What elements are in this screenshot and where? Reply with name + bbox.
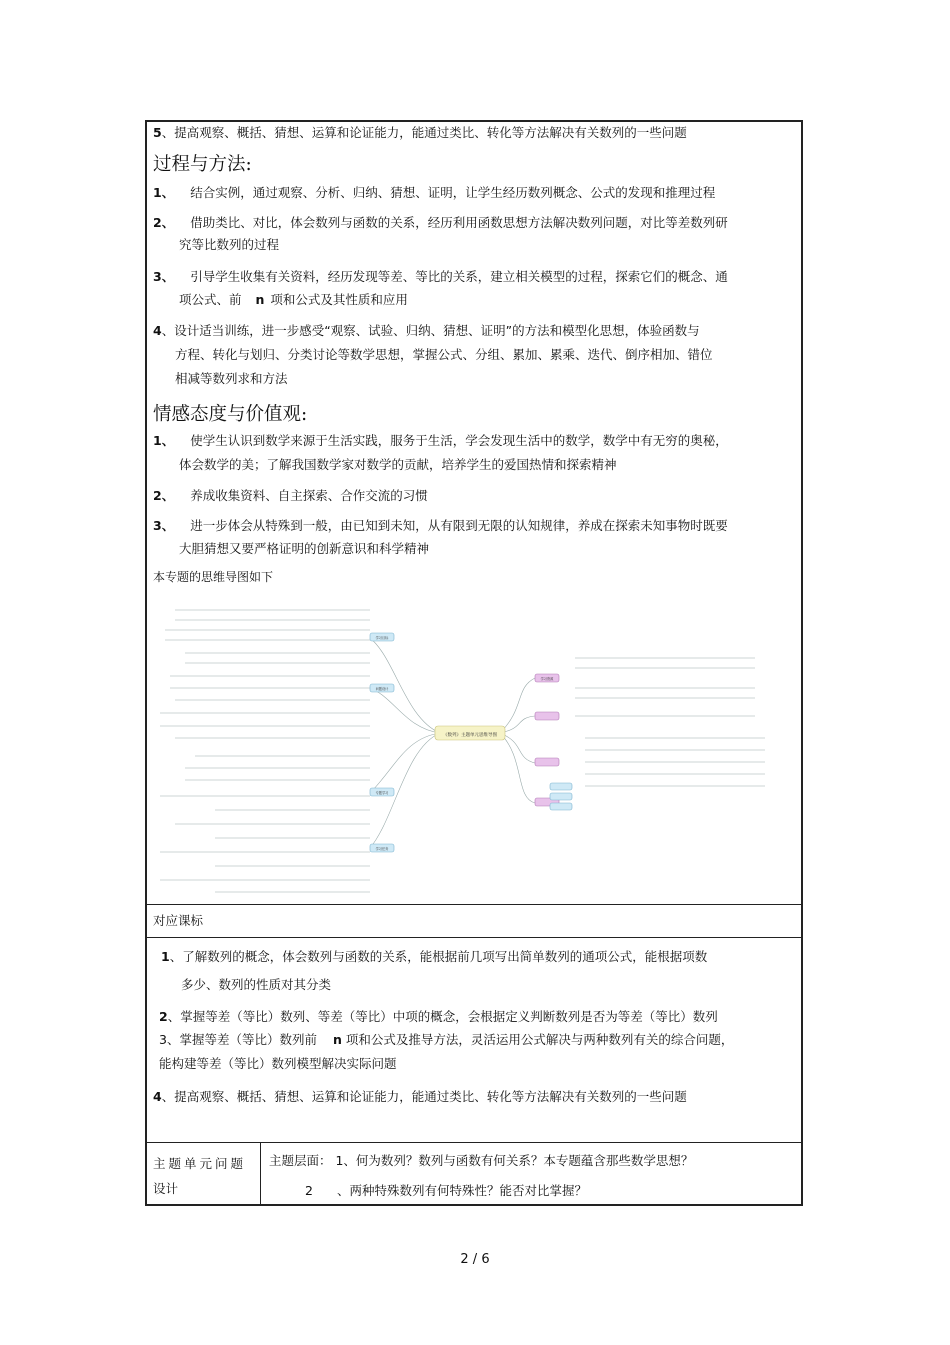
emotion-item-1: 1、 使学生认识到数学来源于生活实践，服务于生活，学会发现生活中的数学，数学中有无穷的奥秘， <box>153 433 728 448</box>
mindmap-branch: 学习任务 <box>375 847 389 851</box>
emotion-item-1-cont: 体会数学的美；了解我国数学家对数学的贡献，培养学生的爱国热情和探索精神 <box>179 457 617 472</box>
standards-item-1: 1、了解数列的概念，体会数列与函数的关系，能根据前几项写出简单数列的通项公式，能根据项数 <box>161 949 708 964</box>
process-item-2-cont: 究等比数列的过程 <box>179 237 280 252</box>
mindmap-center: 《数列》主题单元思维导图 <box>443 733 497 738</box>
process-item-4-cont1: 方程、转化与划归、分类讨论等数学思想，掌握公式、分组、累加、累乘、迭代、倒序相加、错位 <box>175 347 713 362</box>
objective-item-5: 5、提高观察、概括、猜想、运算和论证能力，能通过类比、转化等方法解决有关数列的一些问题 <box>153 125 687 140</box>
process-item-4-cont2: 相减等数列求和方法 <box>175 371 288 386</box>
mindmap-branch: 专题学习 <box>375 791 389 795</box>
standards-item-4: 4、提高观察、概括、猜想、运算和论证能力，能通过类比、转化等方法解决有关数列的一些问题 <box>153 1089 687 1104</box>
standards-item-1-cont: 多少、数列的性质对其分类 <box>181 977 332 992</box>
divider <box>147 1142 801 1143</box>
unit-question-label: 主题单元问题 <box>153 1156 247 1171</box>
mindmap-branch: 学习资源 <box>540 677 554 681</box>
standards-item-3-cont: 能构建等差（等比）数列模型解决实际问题 <box>159 1056 397 1071</box>
divider <box>147 937 801 938</box>
standards-header: 对应课标 <box>153 913 204 928</box>
column-divider <box>260 1142 261 1204</box>
emotion-item-2: 2、 养成收集资料、自主探索、合作交流的习惯 <box>153 488 428 503</box>
mindmap-image <box>155 598 800 898</box>
mindmap-branch: 问题设计 <box>375 687 389 691</box>
process-item-4: 4、设计适当训练，进一步感受“观察、试验、归纳、猜想、证明”的方法和模型化思想，体验函数与 <box>153 323 700 338</box>
process-item-3-cont: 项公式、前 n 项和公式及其性质和应用 <box>179 292 408 307</box>
standards-item-2: 2、掌握等差（等比）数列、等差（等比）中项的概念，会根据定义判断数列是否为等差（等比）数列 <box>159 1009 718 1024</box>
divider <box>147 904 801 905</box>
process-item-3: 3、 引导学生收集有关资料，经历发现等差、等比的关系，建立相关模型的过程，探索它们的概念、通 <box>153 269 728 284</box>
content-table <box>145 120 803 1206</box>
emotion-item-3-cont: 大胆猜想又要严格证明的创新意识和科学精神 <box>179 541 430 556</box>
mindmap-branch: 学习目标 <box>375 636 389 640</box>
standards-item-3: 3、掌握等差（等比）数列前 n 项和公式及推导方法，灵活运用公式解决与两种数列有关的综合问题， <box>159 1032 734 1047</box>
emotion-item-3: 3、 进一步体会从特殊到一般，由已知到未知，从有限到无限的认知规律，养成在探索未知事物时既要 <box>153 518 728 533</box>
process-heading: 过程与方法: <box>153 154 252 175</box>
unit-question-label-2: 设计 <box>153 1181 179 1196</box>
emotion-heading: 情感态度与价值观: <box>153 404 308 425</box>
process-item-2: 2、 借助类比、对比，体会数列与函数的关系，经历利用函数思想方法解决数列问题，对比等差数列研 <box>153 215 728 230</box>
process-item-1: 1、 结合实例，通过观察、分析、归纳、猜想、证明，让学生经历数列概念、公式的发现和推理过程 <box>153 185 716 200</box>
page-number: 2 / 6 <box>460 1252 490 1267</box>
question-2: 2 、两种特殊数列有何特殊性？能否对比掌握？ <box>305 1183 587 1198</box>
mindmap-caption: 本专题的思维导图如下 <box>153 570 274 584</box>
question-1: 主题层面： 1、何为数列？数列与函数有何关系？本专题蕴含那些数学思想？ <box>269 1153 694 1168</box>
